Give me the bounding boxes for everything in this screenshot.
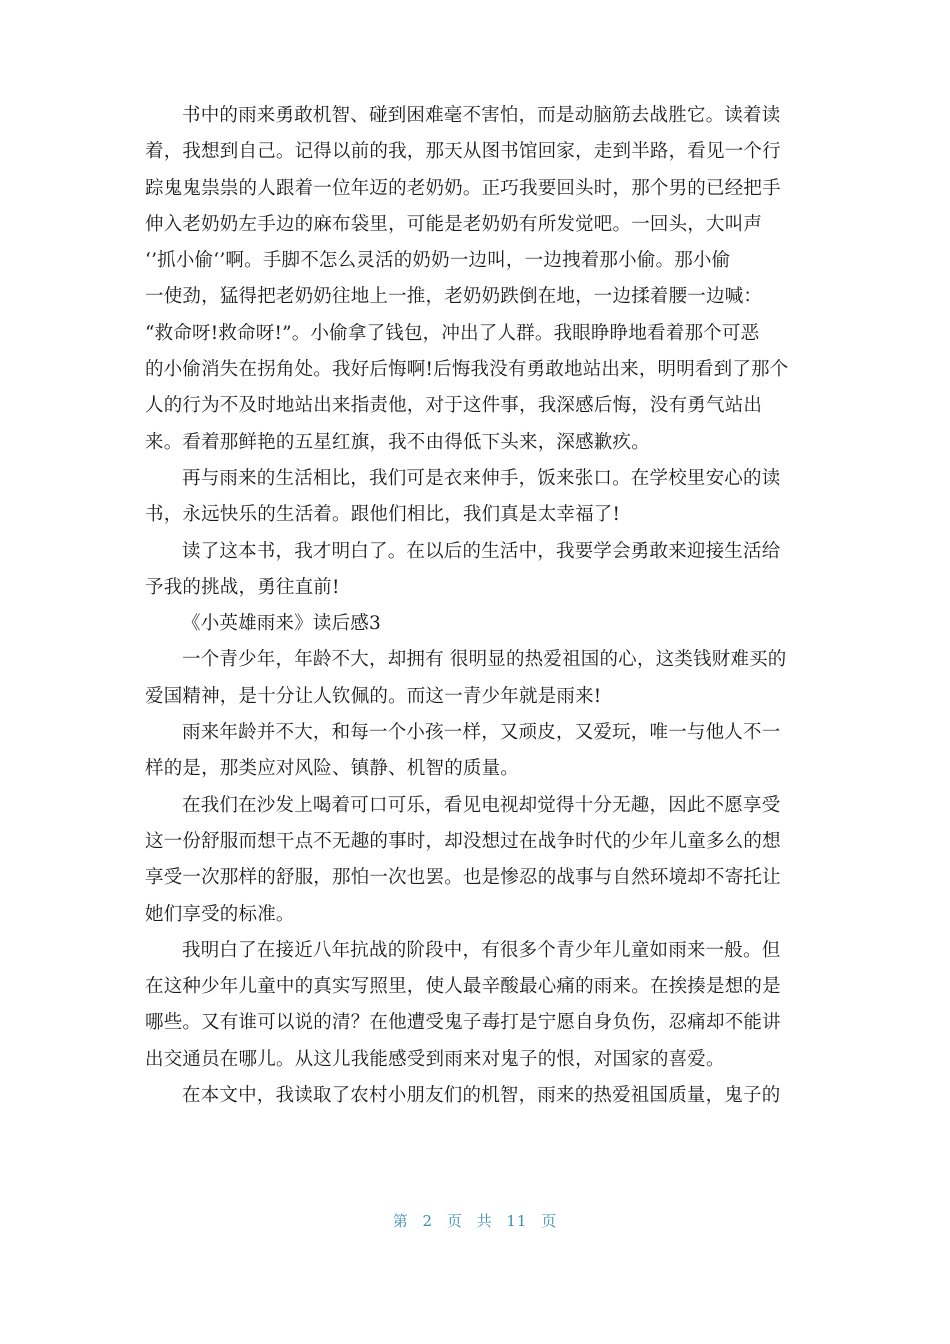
document-body: [145, 98, 810, 1114]
text-line: 出交通员在哪儿。从这儿我能感受到雨来对鬼子的恨，对国家的喜爱。: [145, 1048, 725, 1070]
text-line: 着，我想到自己。记得以前的我，那天从图书馆回家，走到半路，看见一个行: [145, 141, 781, 163]
text-line: 在我们在沙发上喝着可口可乐，看见电视却觉得十分无趣，因此不愿享受: [182, 794, 781, 816]
text-line: 人的行为不及时地站出来指责他，对于这件事，我深感后悔，没有勇气站出: [145, 395, 763, 417]
text-line: 的小偷消失在拐角处。我好后悔啊!后悔我没有勇敢地站出来，明明看到了那个: [145, 359, 789, 381]
text-line: 一个青少年，年龄不大，却拥有 很明显的热爱祖国的心，这类钱财难买的: [182, 649, 787, 671]
text-line: 予我的挑战，勇往直前!: [145, 576, 340, 598]
text-line: 读了这本书，我才明白了。在以后的生活中，我要学会勇敢来迎接生活给: [182, 540, 781, 562]
text-line: 在本文中，我读取了农村小朋友们的机智，雨来的热爱祖国质量，鬼子的: [182, 1085, 781, 1107]
text-line: 这一份舒服而想干点不无趣的事时，却没想过在战争时代的少年儿童多么的想: [145, 830, 781, 852]
text-line: 一使劲，猛得把老奶奶往地上一推，老奶奶跌倒在地，一边揉着腰一边喊：: [145, 286, 763, 308]
text-line: 爱国精神，是十分让人钦佩的。而这一青少年就是雨来!: [145, 685, 602, 707]
text-line: 再与雨来的生活相比，我们可是衣来伸手，饭来张口。在学校里安心的读: [182, 467, 781, 489]
text-line: 书中的雨来勇敢机智、碰到困难毫不害怕，而是动脑筋去战胜它。读着读: [182, 105, 781, 126]
page-number-footer: 第 2 页 共 11 页: [392, 1212, 558, 1230]
text-line: 书，永远快乐的生活着。跟他们相比，我们真是太幸福了!: [145, 504, 621, 526]
text-line: 来。看着那鲜艳的五星红旗，我不由得低下头来，深感歉疚。: [145, 431, 650, 453]
text-line: 她们享受的标准。: [145, 903, 295, 925]
text-line: “救命呀!救命呀!”。小偷拿了钱包，冲出了人群。我眼睁睁地看着那个可恶: [145, 322, 760, 344]
text-line: 我明白了在接近八年抗战的阶段中，有很多个青少年儿童如雨来一般。但: [182, 939, 781, 961]
text-line: 样的是，那类应对风险、镇静、机智的质量。: [145, 758, 520, 780]
text-line: 哪些。又有谁可以说的清？在他遭受鬼子毒打是宁愿自身负伤，忍痛却不能讲: [145, 1012, 781, 1034]
text-line: 伸入老奶奶左手边的麻布袋里，可能是老奶奶有所发觉吧。一回头，大叫声: [145, 213, 763, 235]
text-line: 在这种少年儿童中的真实写照里，使人最辛酸最心痛的雨来。在挨揍是想的是: [145, 976, 781, 998]
text-line: 雨来年龄并不大，和每一个小孩一样，又顽皮，又爱玩，唯一与他人不一: [182, 722, 781, 744]
text-line: ‘’抓小偷‘’啊。手脚不怎么灵活的奶奶一边叫，一边拽着那小偷。那小偷: [145, 250, 731, 272]
section-heading: 《小英雄雨来》读后感3: [182, 613, 381, 635]
text-line: 踪鬼鬼祟祟的人跟着一位年迈的老奶奶。正巧我要回头时，那个男的已经把手: [145, 177, 781, 199]
text-line: 享受一次那样的舒服，那怕一次也罢。也是惨忍的战事与自然环境却不寄托让: [145, 867, 781, 889]
